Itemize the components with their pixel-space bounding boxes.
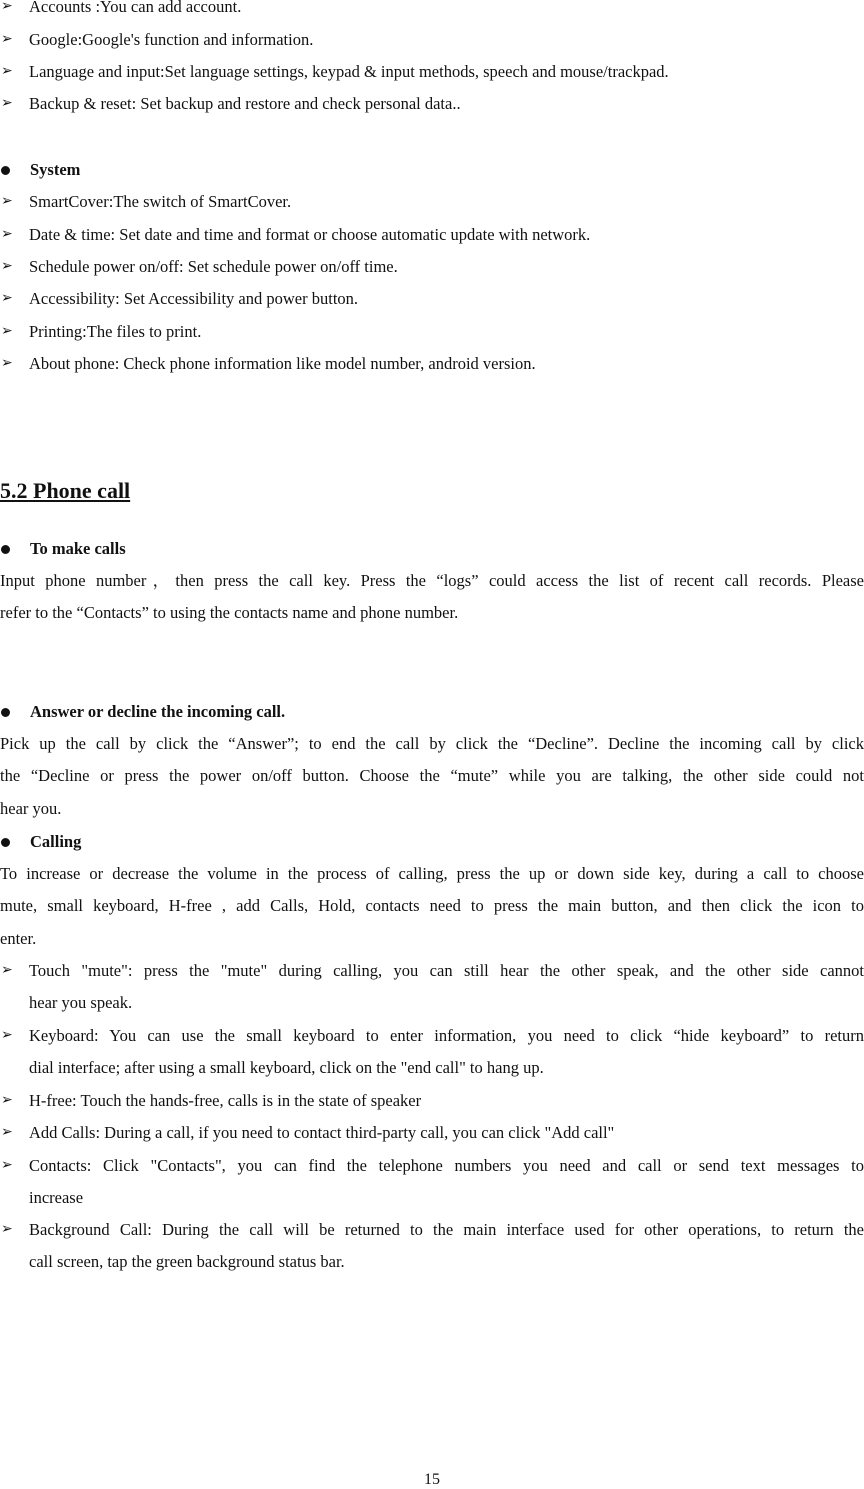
arrow-bullet-icon: ➢ — [1, 1028, 13, 1043]
list-item-text: Backup & reset: Set backup and restore and check personal data.. — [29, 94, 461, 113]
list-item-text: Printing:The files to print. — [29, 322, 202, 341]
paragraph-line: the “Decline or press the power on/off button. Choose the “mute” while you are talking, the other side could not — [0, 766, 864, 786]
heading-text: To make calls — [30, 539, 126, 558]
arrow-bullet-icon: ➢ — [1, 1125, 13, 1140]
list-item-line: Touch "mute": press the "mute" during calling, you can still hear the other speak, and the other side cannot — [29, 961, 864, 980]
list-item-text — [29, 1020, 864, 1085]
list-item-text: Google:Google's function and information. — [29, 30, 314, 49]
arrow-bullet-icon: ➢ — [1, 1222, 13, 1237]
arrow-bullet-icon: ➢ — [1, 963, 13, 978]
list-item-text: SmartCover:The switch of SmartCover. — [29, 192, 292, 211]
arrow-bullet-icon: ➢ — [1, 64, 13, 79]
list-item-text: Accounts :You can add account. — [29, 0, 242, 16]
section-title: 5.2 Phone call — [0, 478, 131, 503]
list-item-line: dial interface; after using a small keyboard, click on the "end call" to hang up. — [29, 1058, 544, 1078]
paragraph-line: Pick up the call by click the “Answer”; to end the call by click the “Decline”. Decline the incoming call by click — [0, 734, 864, 753]
list-item-text: H-free: Touch the hands-free, calls is in the state of speaker — [29, 1091, 422, 1110]
heading-text: Answer or decline the incoming call. — [30, 702, 286, 721]
arrow-bullet-icon: ➢ — [1, 1093, 13, 1108]
page-number: 15 — [424, 1471, 440, 1488]
list-item-text: About phone: Check phone information like model number, android version. — [29, 354, 536, 373]
list-item-line: hear you speak. — [29, 993, 133, 1013]
arrow-bullet-icon: ➢ — [1, 356, 13, 371]
arrow-bullet-icon: ➢ — [1, 96, 13, 111]
bullet-dot-icon — [1, 838, 10, 847]
paragraph-line: Input phone number，then press the call key. Press the “logs” could access the list of recent call records. Please — [0, 571, 864, 590]
paragraph-calling — [0, 858, 864, 955]
arrow-bullet-icon: ➢ — [1, 0, 13, 14]
arrow-bullet-icon: ➢ — [1, 194, 13, 209]
heading-text: Calling — [30, 832, 82, 851]
arrow-bullet-icon: ➢ — [1, 1158, 13, 1173]
list-item-text: Schedule power on/off: Set schedule power on/off time. — [29, 257, 398, 276]
list-item-text: Date & time: Set date and time and format or choose automatic update with network. — [29, 225, 591, 244]
arrow-bullet-icon: ➢ — [1, 227, 13, 242]
paragraph-make-calls — [0, 565, 864, 630]
paragraph-line: To increase or decrease the volume in the process of calling, press the up or down side key, during a call to choose — [0, 864, 864, 883]
paragraph-line: hear you. — [0, 798, 62, 818]
arrow-bullet-icon: ➢ — [1, 324, 13, 339]
list-item-text: Add Calls: During a call, if you need to contact third-party call, you can click "Add call" — [29, 1123, 615, 1142]
arrow-bullet-icon: ➢ — [1, 259, 13, 274]
list-item-text — [29, 955, 864, 1020]
list-item-text: Language and input:Set language settings, keypad & input methods, speech and mouse/trackpad. — [29, 62, 669, 81]
list-item-text — [29, 1150, 864, 1215]
bullet-dot-icon — [1, 166, 10, 175]
list-item-text: Accessibility: Set Accessibility and power button. — [29, 289, 359, 308]
list-item-line: Contacts: Click "Contacts", you can find the telephone numbers you need and call or send text messages to — [29, 1156, 864, 1175]
bullet-dot-icon — [1, 545, 10, 554]
paragraph-answer — [0, 728, 864, 825]
arrow-bullet-icon: ➢ — [1, 32, 13, 47]
paragraph-line: refer to the “Contacts” to using the contacts name and phone number. — [0, 603, 459, 623]
list-item-line: increase — [29, 1188, 84, 1208]
list-item-line: Background Call: During the call will be returned to the main interface used for other operations, to return the — [29, 1220, 864, 1239]
list-item-line: call screen, tap the green background status bar. — [29, 1252, 345, 1272]
heading-text: System — [30, 160, 81, 179]
list-item-line: Keyboard: You can use the small keyboard to enter information, you need to click “hide keyboard” to return — [29, 1026, 864, 1045]
paragraph-line: mute, small keyboard, H-free , add Calls, Hold, contacts need to press the main button, and then click the icon to — [0, 896, 864, 916]
paragraph-line: enter. — [0, 928, 37, 948]
bullet-dot-icon — [1, 708, 10, 717]
list-item-text — [29, 1214, 864, 1279]
arrow-bullet-icon: ➢ — [1, 291, 13, 306]
